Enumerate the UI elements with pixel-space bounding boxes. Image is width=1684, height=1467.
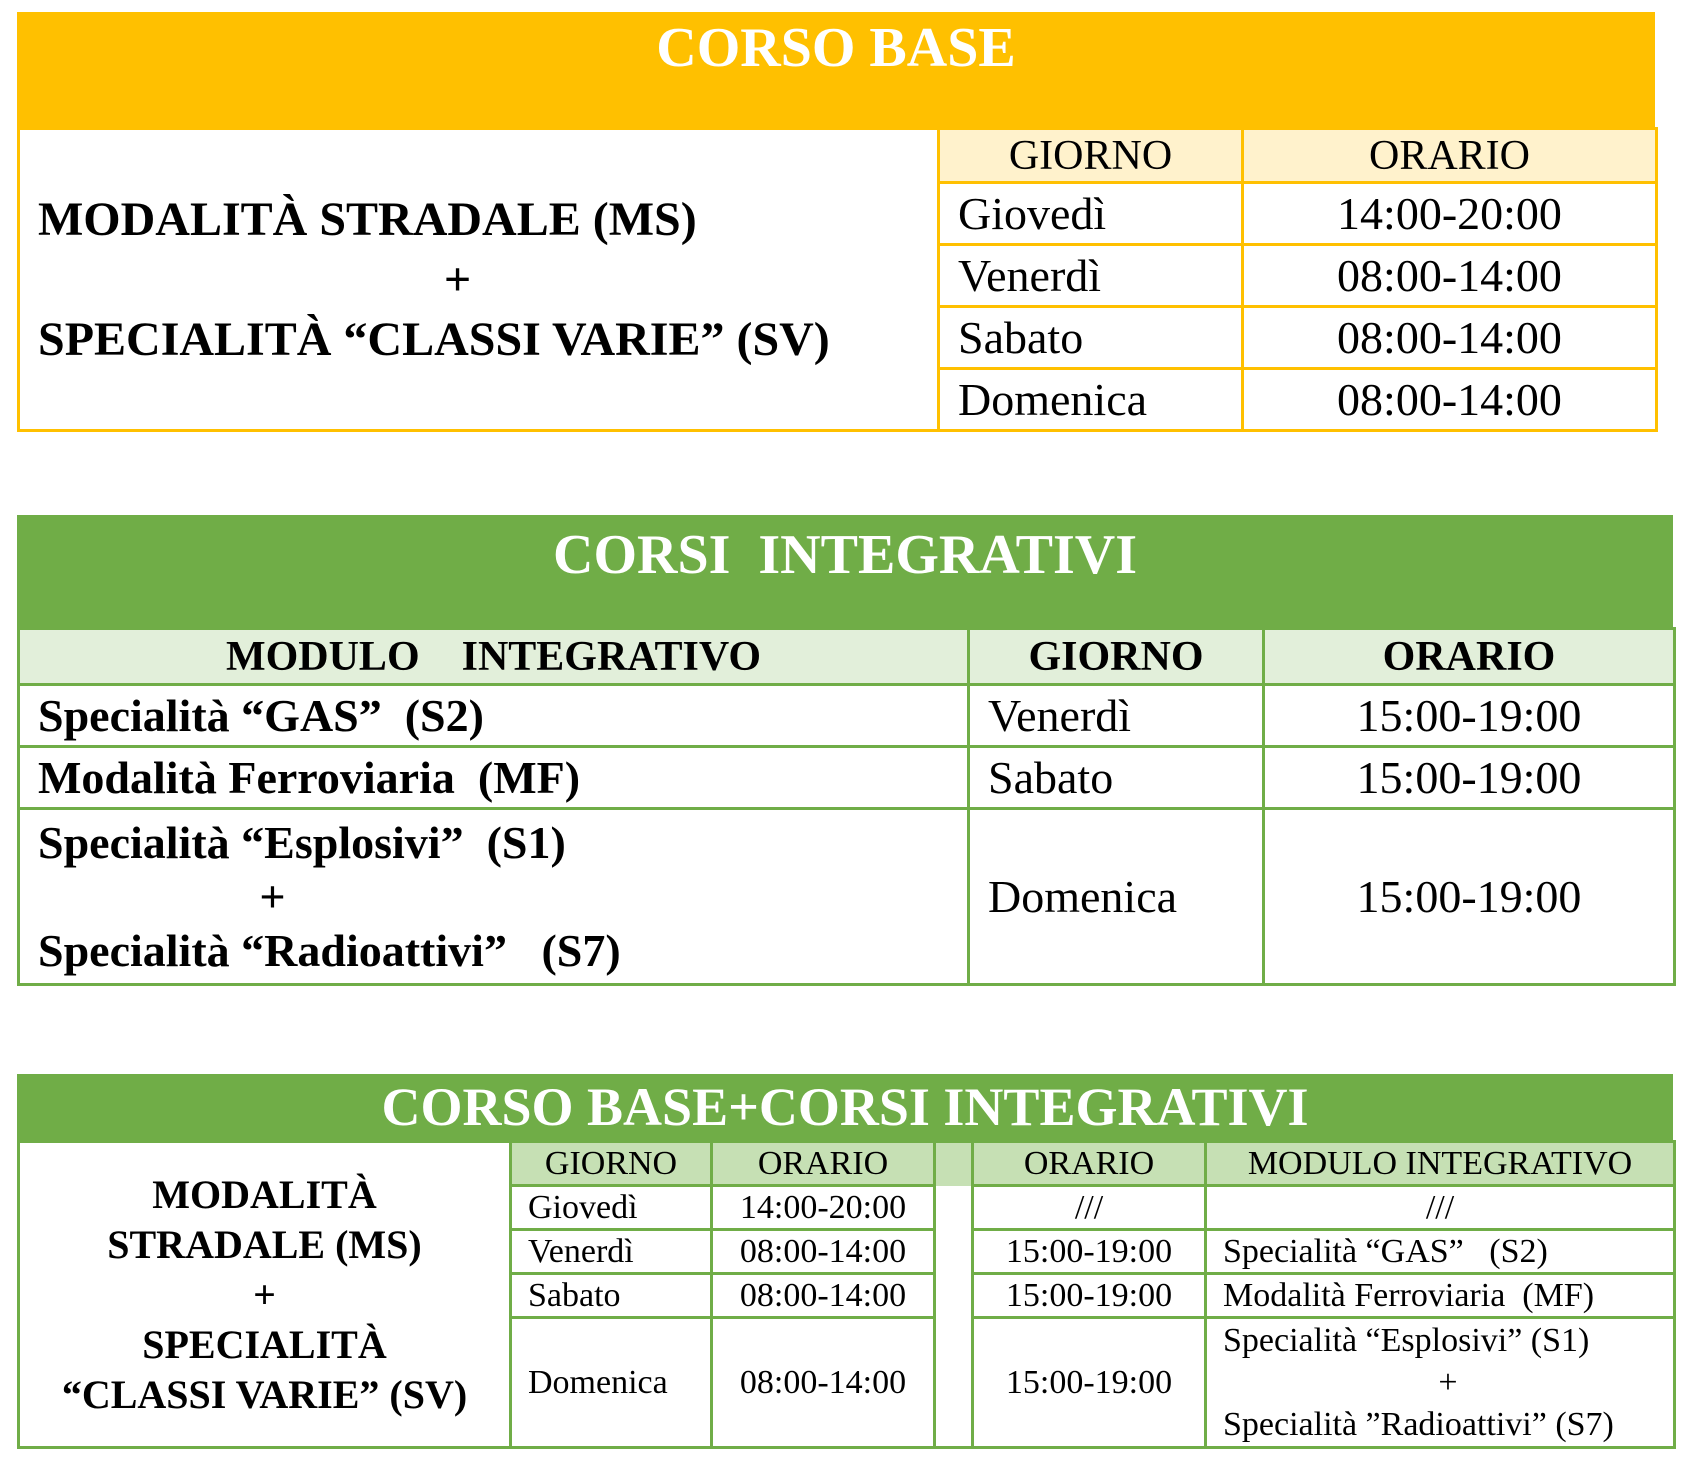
header-orario-integrativo: ORARIO bbox=[973, 1142, 1206, 1186]
time-cell: 15:00-19:00 bbox=[1264, 809, 1675, 985]
time-cell: 15:00-19:00 bbox=[973, 1274, 1206, 1318]
time-cell: 15:00-19:00 bbox=[1264, 747, 1675, 809]
header-modulo: MODULO INTEGRATIVO bbox=[1206, 1142, 1675, 1186]
corsi-integrativi-table bbox=[17, 627, 1676, 986]
day-cell: Venerdì bbox=[939, 245, 1243, 307]
course-line: STRADALE (MS) bbox=[107, 1221, 422, 1267]
header-orario: ORARIO bbox=[1264, 629, 1675, 685]
time-cell: 08:00-14:00 bbox=[712, 1230, 935, 1274]
corso-base-course-cell bbox=[19, 129, 939, 431]
column-gap bbox=[935, 1142, 973, 1186]
module-cell: Specialità “GAS” (S2) bbox=[1206, 1230, 1675, 1274]
time-cell: 08:00-14:00 bbox=[712, 1274, 935, 1318]
day-cell: Sabato bbox=[969, 747, 1264, 809]
time-cell: 14:00-20:00 bbox=[712, 1186, 935, 1230]
day-cell: Giovedì bbox=[939, 183, 1243, 245]
time-cell: 15:00-19:00 bbox=[1264, 685, 1675, 747]
module-cell-combined bbox=[19, 809, 969, 985]
course-line: “CLASSI VARIE” (SV) bbox=[61, 1371, 468, 1417]
table-row bbox=[19, 747, 1675, 809]
plus-sign: + bbox=[259, 870, 286, 922]
module-cell: /// bbox=[1206, 1186, 1675, 1230]
plus-sign: + bbox=[1438, 1363, 1458, 1401]
day-cell: Domenica bbox=[969, 809, 1264, 985]
combinato-table bbox=[17, 1140, 1676, 1449]
time-cell: 08:00-14:00 bbox=[712, 1318, 935, 1448]
module-line: Specialità “Radioattivi” (S7) bbox=[38, 924, 621, 976]
time-cell: 15:00-19:00 bbox=[973, 1318, 1206, 1448]
combinato-course-cell bbox=[19, 1142, 511, 1448]
corso-base-table bbox=[17, 127, 1658, 432]
time-cell: 08:00-14:00 bbox=[1243, 369, 1657, 431]
time-cell: /// bbox=[973, 1186, 1206, 1230]
header-orario-base: ORARIO bbox=[712, 1142, 935, 1186]
header-orario: ORARIO bbox=[1243, 129, 1657, 183]
module-cell: Modalità Ferroviaria (MF) bbox=[1206, 1274, 1675, 1318]
corsi-integrativi-section bbox=[17, 515, 1673, 986]
table-row bbox=[19, 809, 1675, 985]
day-cell: Giovedì bbox=[511, 1186, 712, 1230]
day-cell: Venerdì bbox=[511, 1230, 712, 1274]
module-line: Specialità ”Radioattivi” (S7) bbox=[1223, 1405, 1614, 1443]
time-cell: 14:00-20:00 bbox=[1243, 183, 1657, 245]
module-cell-combined bbox=[1206, 1318, 1675, 1448]
course-line: SPECIALITÀ bbox=[142, 1321, 387, 1367]
day-cell: Venerdì bbox=[969, 685, 1264, 747]
column-gap bbox=[935, 1186, 973, 1448]
time-cell: 08:00-14:00 bbox=[1243, 307, 1657, 369]
day-cell: Sabato bbox=[939, 307, 1243, 369]
course-line: SPECIALITÀ “CLASSI VARIE” (SV) bbox=[38, 312, 830, 366]
corsi-integrativi-title: CORSI INTEGRATIVI bbox=[17, 515, 1673, 627]
course-line: MODALITÀ STRADALE (MS) bbox=[38, 192, 697, 246]
combinato-section bbox=[17, 1074, 1673, 1449]
corso-base-section bbox=[17, 12, 1655, 432]
course-line: MODALITÀ bbox=[152, 1171, 377, 1217]
day-cell: Domenica bbox=[939, 369, 1243, 431]
day-cell: Domenica bbox=[511, 1318, 712, 1448]
module-line: Specialità “Esplosivi” (S1) bbox=[1223, 1321, 1590, 1359]
table-row bbox=[19, 685, 1675, 747]
header-giorno: GIORNO bbox=[939, 129, 1243, 183]
module-cell: Modalità Ferroviaria (MF) bbox=[19, 747, 969, 809]
header-giorno: GIORNO bbox=[511, 1142, 712, 1186]
corso-base-title: CORSO BASE bbox=[17, 12, 1655, 127]
time-cell: 15:00-19:00 bbox=[973, 1230, 1206, 1274]
header-giorno: GIORNO bbox=[969, 629, 1264, 685]
plus-sign: + bbox=[253, 1271, 276, 1317]
header-modulo: MODULO INTEGRATIVO bbox=[19, 629, 969, 685]
combinato-title: CORSO BASE+CORSI INTEGRATIVI bbox=[17, 1074, 1673, 1140]
module-line: Specialità “Esplosivi” (S1) bbox=[38, 816, 566, 868]
time-cell: 08:00-14:00 bbox=[1243, 245, 1657, 307]
module-cell: Specialità “GAS” (S2) bbox=[19, 685, 969, 747]
plus-sign: + bbox=[443, 252, 472, 306]
day-cell: Sabato bbox=[511, 1274, 712, 1318]
